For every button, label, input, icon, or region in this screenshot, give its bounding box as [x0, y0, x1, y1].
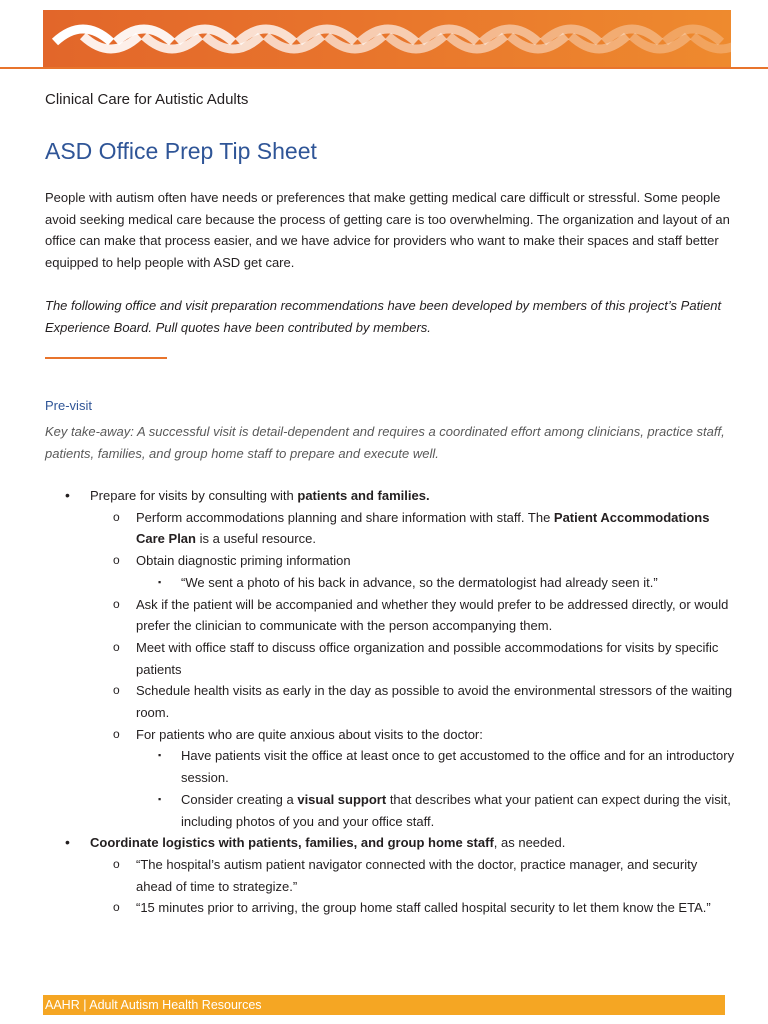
list-item-text: Schedule health visits as early in the day as possible to avoid the environmental stressors of the waiting room. [136, 683, 733, 721]
wave-links-graphic [43, 10, 731, 68]
list-item-text: Perform accommodations planning and share information with staff. The [136, 509, 554, 525]
list-item [45, 680, 735, 723]
list-item [45, 507, 735, 550]
list-item [45, 594, 735, 637]
square-marker: ▪ [158, 793, 162, 804]
pull-quote: “15 minutes prior to arriving, the group home staff called hospital security to let them know the ETA.” [136, 900, 711, 916]
list-item-text: Meet with office staff to discuss office organization and possible accommodations for visits by specific patients [136, 639, 719, 677]
list-item-text: Have patients visit the office at least once to get accustomed to the office and for an introductory session. [181, 748, 735, 786]
circle-marker: o [113, 683, 120, 698]
list-item [45, 832, 735, 854]
page-footer: AAHR | Adult Autism Health Resources [43, 995, 725, 1015]
circle-marker: o [113, 596, 120, 611]
list-item-text: For patients who are quite anxious about visits to the doctor: [136, 726, 483, 742]
circle-marker: o [113, 900, 120, 915]
bullet-marker: • [65, 487, 70, 503]
list-item-emphasis: Coordinate logistics with patients, families, and group home staff [90, 835, 494, 851]
list-item [45, 485, 735, 507]
list-item-text: that describes what your patient can expect during the visit, including photos of you and your office staff. [181, 791, 731, 829]
list-item [45, 897, 735, 919]
intro-note: The following office and visit preparation recommendations have been developed by members of this project’s Patient Experience Board. Pull quotes have been contributed by members. [45, 298, 722, 335]
circle-marker: o [113, 856, 120, 871]
page-title: ASD Office Prep Tip Sheet [45, 138, 317, 164]
header-banner [43, 10, 731, 68]
list-item [45, 724, 735, 746]
list-item-text: Obtain diagnostic priming information [136, 553, 351, 569]
pull-quote: “The hospital’s autism patient navigator connected with the doctor, practice manager, and security ahead of time to strategize.” [136, 856, 698, 894]
list-item [45, 637, 735, 680]
list-item-text: Prepare for visits by consulting with [90, 488, 298, 503]
circle-marker: o [113, 509, 120, 524]
list-item-emphasis: visual support [297, 791, 387, 807]
circle-marker: o [113, 726, 120, 741]
section-heading-previsit: Pre-visit [45, 398, 92, 413]
list-item-text: is a useful resource. [195, 531, 316, 547]
list-item [45, 550, 735, 572]
list-item-emphasis: patients and families. [297, 488, 430, 503]
circle-marker: o [113, 639, 120, 654]
pull-quote: “We sent a photo of his back in advance, so the dermatologist had already seen it.” [181, 574, 658, 590]
section-divider [45, 357, 167, 359]
square-marker: ▪ [158, 576, 162, 587]
key-takeaway: Key take-away: A successful visit is detail-dependent and requires a coordinated effort among clinicians, practice staff, patients, families, and group home staff to prepare and execute well. [45, 424, 725, 461]
list-item [45, 854, 735, 897]
circle-marker: o [113, 553, 120, 568]
list-item [45, 745, 735, 788]
list-item-text: Ask if the patient will be accompanied and whether they would prefer to be addressed directly, or would prefer the clinician to communicate with the person accompanying them. [136, 596, 729, 634]
list-item [45, 789, 735, 832]
intro-paragraph: People with autism often have needs or preferences that make getting medical care difficult or stressful. Some people avoid seeking medical care because the process of getting care is too overwhelming. The organization and layout of an office can make that process easier, and we have advice for providers who want to make their spaces and staff better equipped to help people with ASD get care. [45, 190, 730, 270]
list-item-emphasis: Patient Accommodations Care Plan [136, 509, 710, 547]
bullet-marker: • [65, 834, 70, 851]
square-marker: ▪ [158, 750, 162, 761]
document-subtitle: Clinical Care for Autistic Adults [45, 91, 249, 108]
recommendations-list [45, 485, 735, 919]
list-item-text: , as needed. [493, 835, 566, 851]
list-item-text: Consider creating a [181, 791, 298, 807]
header-rule [0, 67, 768, 69]
list-item [45, 572, 735, 594]
